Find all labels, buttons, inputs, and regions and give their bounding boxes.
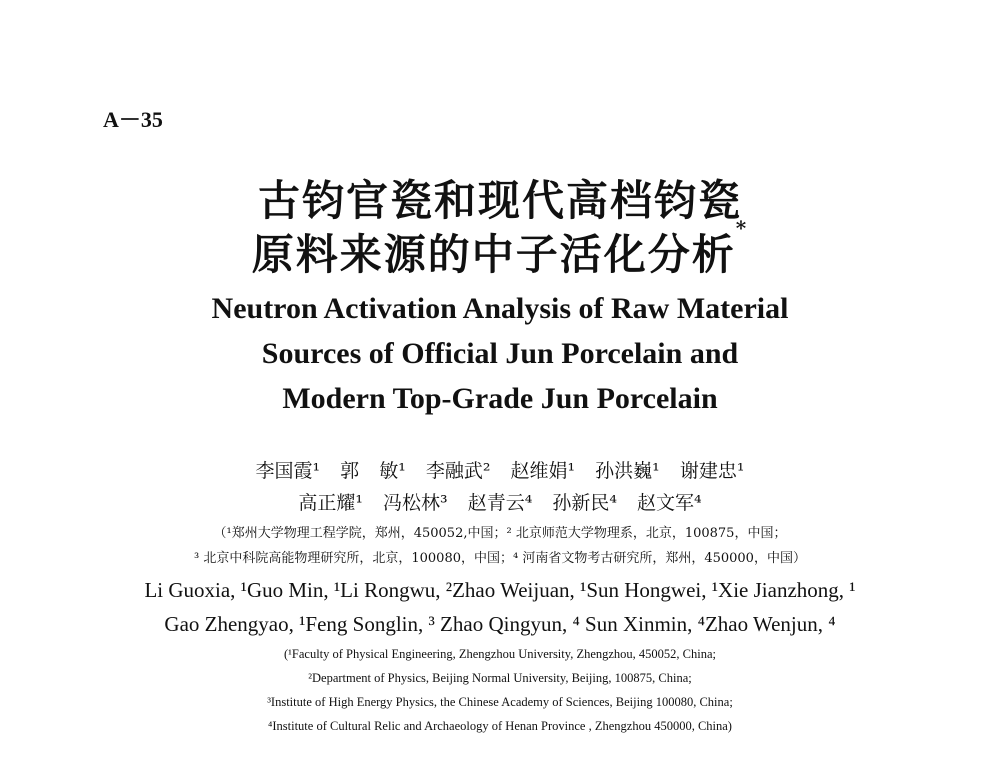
english-title-line-2: Sources of Official Jun Porcelain and (261, 337, 739, 370)
chinese-title-line-1 (0, 168, 1000, 228)
title-footnote-mark: * (735, 216, 749, 240)
english-title-line-3: Modern Top-Grade Jun Porcelain (282, 382, 718, 415)
chinese-authors-line-1: 李国霞¹ 郭 敏¹ 李融武² 赵维娟¹ 孙洪巍¹ 谢建忠¹ (255, 460, 745, 482)
english-affiliations-line-2: ²Department of Physics, Beijing Normal University, Beijing, 100875, China; (308, 671, 692, 685)
chinese-title-text-1: 古钧官瓷和现代高档钧瓷 (257, 176, 742, 225)
chinese-title-text-2: 原料来源的中子活化分析 (251, 230, 736, 279)
english-authors-line-2: Gao Zhengyao, ¹Feng Songlin, ³ Zhao Qingyun, ⁴ Sun Xinmin, ⁴Zhao Wenjun, ⁴ (164, 612, 836, 636)
english-affiliations-line-1: (¹Faculty of Physical Engineering, Zhengzhou University, Zhengzhou, 450052, China; (283, 647, 717, 661)
chinese-title-line-2 (0, 216, 1000, 282)
english-affiliations-line-4: ⁴Institute of Cultural Relic and Archaeology of Henan Province , Zhengzhou 450000, China) (268, 719, 732, 733)
chinese-affiliations-line-2: ³ 北京中科院高能物理研究所，北京，100080，中国；⁴ 河南省文物考古研究所，郑州，450000，中国） (194, 551, 806, 566)
chinese-affiliations-line-1: （¹郑州大学物理工程学院，郑州，450052,中国；² 北京师范大学物理系，北京，100875，中国； (213, 526, 787, 541)
chinese-authors-line-2: 高正耀¹ 冯松林³ 赵青云⁴ 孙新民⁴ 赵文军⁴ (298, 492, 702, 514)
english-title-line-1: Neutron Activation Analysis of Raw Material (211, 292, 789, 325)
english-affiliations-line-3: ³Institute of High Energy Physics, the Chinese Academy of Sciences, Beijing 100080, China; (267, 695, 733, 709)
english-authors-line-1: Li Guoxia, ¹Guo Min, ¹Li Rongwu, ²Zhao Weijuan, ¹Sun Hongwei, ¹Xie Jianzhong, ¹ (144, 578, 856, 602)
paper-code: A－35 (103, 107, 163, 132)
